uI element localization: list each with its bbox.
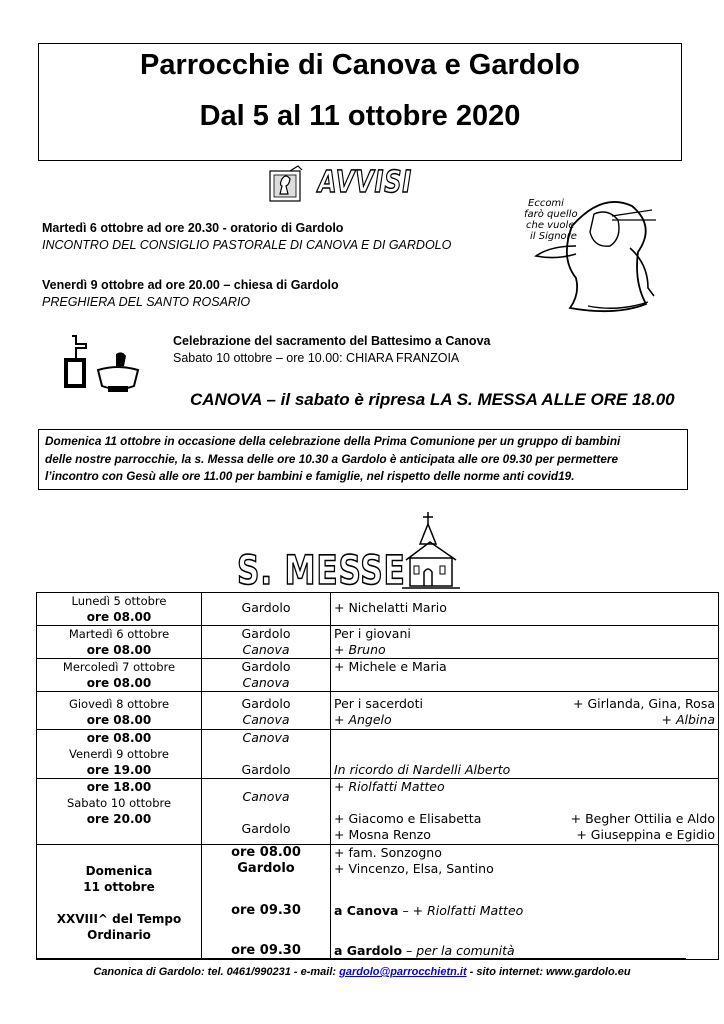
intention-cell: + Riolfatti Matteo + Giacomo e Elisabetta + Begher Ottilia e Aldo + Mosna Renzo + Giuseppina e Egidio — [331, 779, 719, 845]
mary-caption-2: farò quello — [524, 209, 578, 220]
notice-2-when: Venerdì 9 ottobre ad ore 20.00 – chiesa di Gardolo — [42, 278, 339, 292]
baptism-detail: Sabato 10 ottobre – ore 10.00: CHIARA FRANZOIA — [173, 351, 460, 365]
intention-cell: Per i sacerdoti + Girlanda, Gina, Rosa + Angelo + Albina — [331, 692, 719, 730]
footer: Canonica di Gardolo: tel. 0461/990231 - e-mail: gardolo@parrocchietn.it - sito internet: www.gardolo.eu — [93, 966, 631, 978]
first-communion-notice — [38, 429, 688, 490]
place-cell: Gardolo — [202, 593, 331, 626]
notice-line-1: Domenica 11 ottobre in occasione della celebrazione della Prima Comunione per un gruppo di bambini — [45, 434, 621, 448]
table-row — [37, 730, 719, 779]
day-cell: ore 18.00 Sabato 10 ottobre ore 20.00 — [37, 779, 202, 845]
title-box — [38, 43, 682, 161]
day-cell: Lunedì 5 ottobre ore 08.00 — [37, 593, 202, 626]
notice-line-3: l’incontro con Gesù alle ore 11.00 per bambini e famiglie, nel rispetto delle norme anti covid19. — [45, 469, 575, 483]
day-cell: ore 08.00 Venerdì 9 ottobre ore 19.00 — [37, 730, 202, 779]
page-title: Parrocchie di Canova e Gardolo — [140, 49, 580, 81]
page-subtitle-dates: Dal 5 al 11 ottobre 2020 — [199, 100, 521, 132]
place-cell: ore 08.00 Gardolo ore 09.30 ore 09.30 — [202, 845, 331, 960]
notice-line-2: delle nostre parrocchie, la s. Messa delle ore 10.30 a Gardolo è anticipata alle ore 09.30 per permettere — [45, 451, 619, 466]
mary-caption-1: Eccomi — [528, 198, 564, 209]
baptism-title: Celebrazione del sacramento del Battesimo a Canova — [173, 334, 491, 348]
table-row — [37, 626, 719, 659]
place-cell: Canova Gardolo — [202, 730, 331, 779]
intention-cell: + Nichelatti Mario — [331, 593, 719, 626]
notice-2-what: PREGHIERA DEL SANTO ROSARIO — [42, 295, 251, 309]
day-cell: Domenica 11 ottobre XXVIII^ del Tempo Ordinario — [37, 845, 202, 960]
table-row — [37, 659, 719, 692]
notice-1-when: Martedì 6 ottobre ad ore 20.30 - oratorio di Gardolo — [42, 221, 344, 235]
intention-cell: Per i giovani + Bruno — [331, 626, 719, 659]
place-cell: Canova Gardolo — [202, 779, 331, 845]
table-row — [37, 692, 719, 730]
notice-1-what: INCONTRO DEL CONSIGLIO PASTORALE DI CANOVA E DI GARDOLO — [42, 238, 452, 252]
day-cell: Giovedì 8 ottobre ore 08.00 — [37, 692, 202, 730]
canova-announcement: CANOVA – il sabato è ripresa LA S. MESSA ALLE ORE 18.00 — [190, 390, 675, 409]
messe-heading: S. MESSE — [237, 548, 406, 594]
mass-schedule-table — [36, 592, 719, 960]
intention-cell: + Michele e Maria — [331, 659, 719, 692]
table-row — [37, 779, 719, 845]
intention-cell: In ricordo di Nardelli Alberto — [331, 730, 719, 779]
mary-illustration — [512, 186, 672, 316]
table-row — [37, 593, 719, 626]
place-cell: Gardolo Canova — [202, 659, 331, 692]
footer-divider — [36, 958, 686, 959]
intention-cell: + fam. Sonzogno + Vincenzo, Elsa, Santino a Canova – + Riolfatti Matteo a Gardolo – per la comunità — [331, 845, 719, 960]
notice-figure-icon — [268, 165, 308, 203]
place-cell: Gardolo Canova — [202, 692, 331, 730]
email-link[interactable]: gardolo@parrocchietn.it — [339, 966, 467, 978]
baptism-font-icon — [58, 332, 148, 394]
place-cell: Gardolo Canova — [202, 626, 331, 659]
table-row — [37, 845, 719, 960]
day-cell: Mercoledì 7 ottobre ore 08.00 — [37, 659, 202, 692]
church-icon — [402, 510, 462, 590]
avvisi-heading: AVVISI — [318, 165, 413, 200]
mary-caption-3: che vuole — [526, 220, 575, 231]
mary-caption-4: il Signore — [530, 231, 577, 242]
day-cell: Martedì 6 ottobre ore 08.00 — [37, 626, 202, 659]
